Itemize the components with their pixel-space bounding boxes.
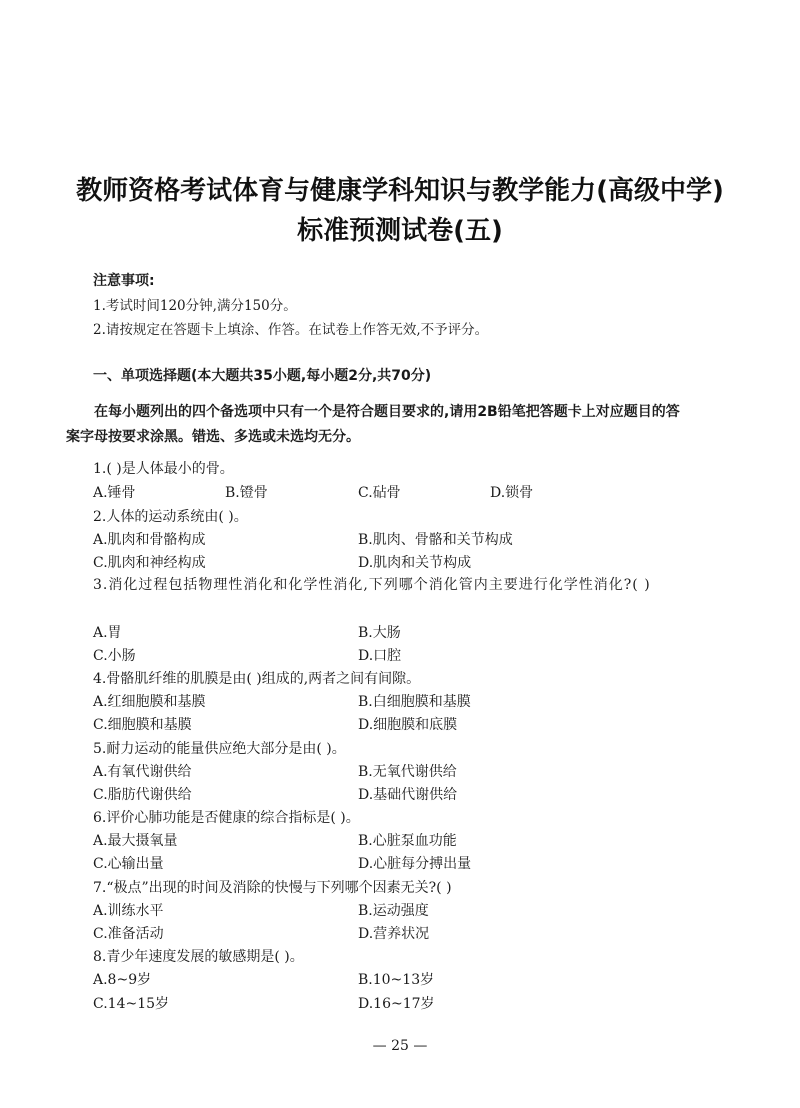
option-d: D.肌肉和关节构成 [358, 555, 472, 571]
note-item: 2.请按规定在答题卡上填涂、作答。在试卷上作答无效,不予评分。 [93, 322, 489, 338]
option-a: A.锤骨 [93, 485, 136, 501]
option-a: A.最大摄氧量 [93, 833, 178, 849]
option-b: B.白细胞膜和基膜 [358, 694, 471, 710]
section-heading: 一、单项选择题(本大题共35小题,每小题2分,共70分) [93, 368, 432, 384]
option-c: C.砧骨 [358, 485, 401, 501]
option-d: D.锁骨 [490, 485, 534, 501]
question-stem: 4.骨骼肌纤维的肌膜是由( )组成的,两者之间有间隙。 [93, 671, 421, 687]
notes-heading: 注意事项: [93, 273, 155, 289]
option-a: A.胃 [93, 625, 122, 641]
option-d: D.营养状况 [358, 926, 430, 942]
option-b: B.镫骨 [225, 485, 268, 501]
option-c: C.脂肪代谢供给 [93, 787, 192, 803]
section-instruction: 在每小题列出的四个备选项中只有一个是符合题目要求的,请用2B铅笔把答题卡上对应题目的答案字母按要求涂黑。错选、多选或未选均无分。 [66, 404, 680, 445]
option-c: C.肌肉和神经构成 [93, 555, 206, 571]
option-a: A.有氧代谢供给 [93, 764, 192, 780]
question-stem: 8.青少年速度发展的敏感期是( )。 [93, 949, 304, 965]
option-a: A.肌肉和骨骼构成 [93, 532, 206, 548]
option-a: A.8~9岁 [93, 972, 152, 988]
option-c: C.心输出量 [93, 856, 164, 872]
question-stem: 6.评价心肺功能是否健康的综合指标是( )。 [93, 810, 360, 826]
option-b: B.运动强度 [358, 903, 429, 919]
question-stem: 7.“极点”出现的时间及消除的快慢与下列哪个因素无关?( ) [93, 880, 452, 896]
exam-title: 教师资格考试体育与健康学科知识与教学能力(高级中学) [76, 176, 724, 206]
option-c: C.细胞膜和基膜 [93, 717, 192, 733]
page-number: — 25 — [372, 1038, 428, 1054]
option-d: D.口腔 [358, 648, 402, 664]
question-stem: 1.( )是人体最小的骨。 [93, 461, 234, 477]
question-stem: 2.人体的运动系统由( )。 [93, 509, 248, 525]
option-b: B.无氧代谢供给 [358, 764, 457, 780]
option-b: B.心脏泵血功能 [358, 833, 457, 849]
option-d: D.基础代谢供给 [358, 787, 458, 803]
question-stem: 5.耐力运动的能量供应绝大部分是由( )。 [93, 741, 346, 757]
option-d: D.16~17岁 [358, 996, 435, 1012]
option-c: C.准备活动 [93, 926, 164, 942]
option-a: A.训练水平 [93, 903, 164, 919]
option-c: C.小肠 [93, 648, 136, 664]
option-d: D.心脏每分搏出量 [358, 856, 472, 872]
exam-subtitle: 标准预测试卷(五) [297, 216, 503, 246]
option-b: B.肌肉、骨骼和关节构成 [358, 532, 513, 548]
option-b: B.10~13岁 [358, 972, 435, 988]
note-item: 1.考试时间120分钟,满分150分。 [93, 298, 297, 314]
option-a: A.红细胞膜和基膜 [93, 694, 206, 710]
option-c: C.14~15岁 [93, 996, 170, 1012]
option-d: D.细胞膜和底膜 [358, 717, 458, 733]
question-stem: 3.消化过程包括物理性消化和化学性消化,下列哪个消化管内主要进行化学性消化?( ) [93, 577, 651, 593]
option-b: B.大肠 [358, 625, 401, 641]
